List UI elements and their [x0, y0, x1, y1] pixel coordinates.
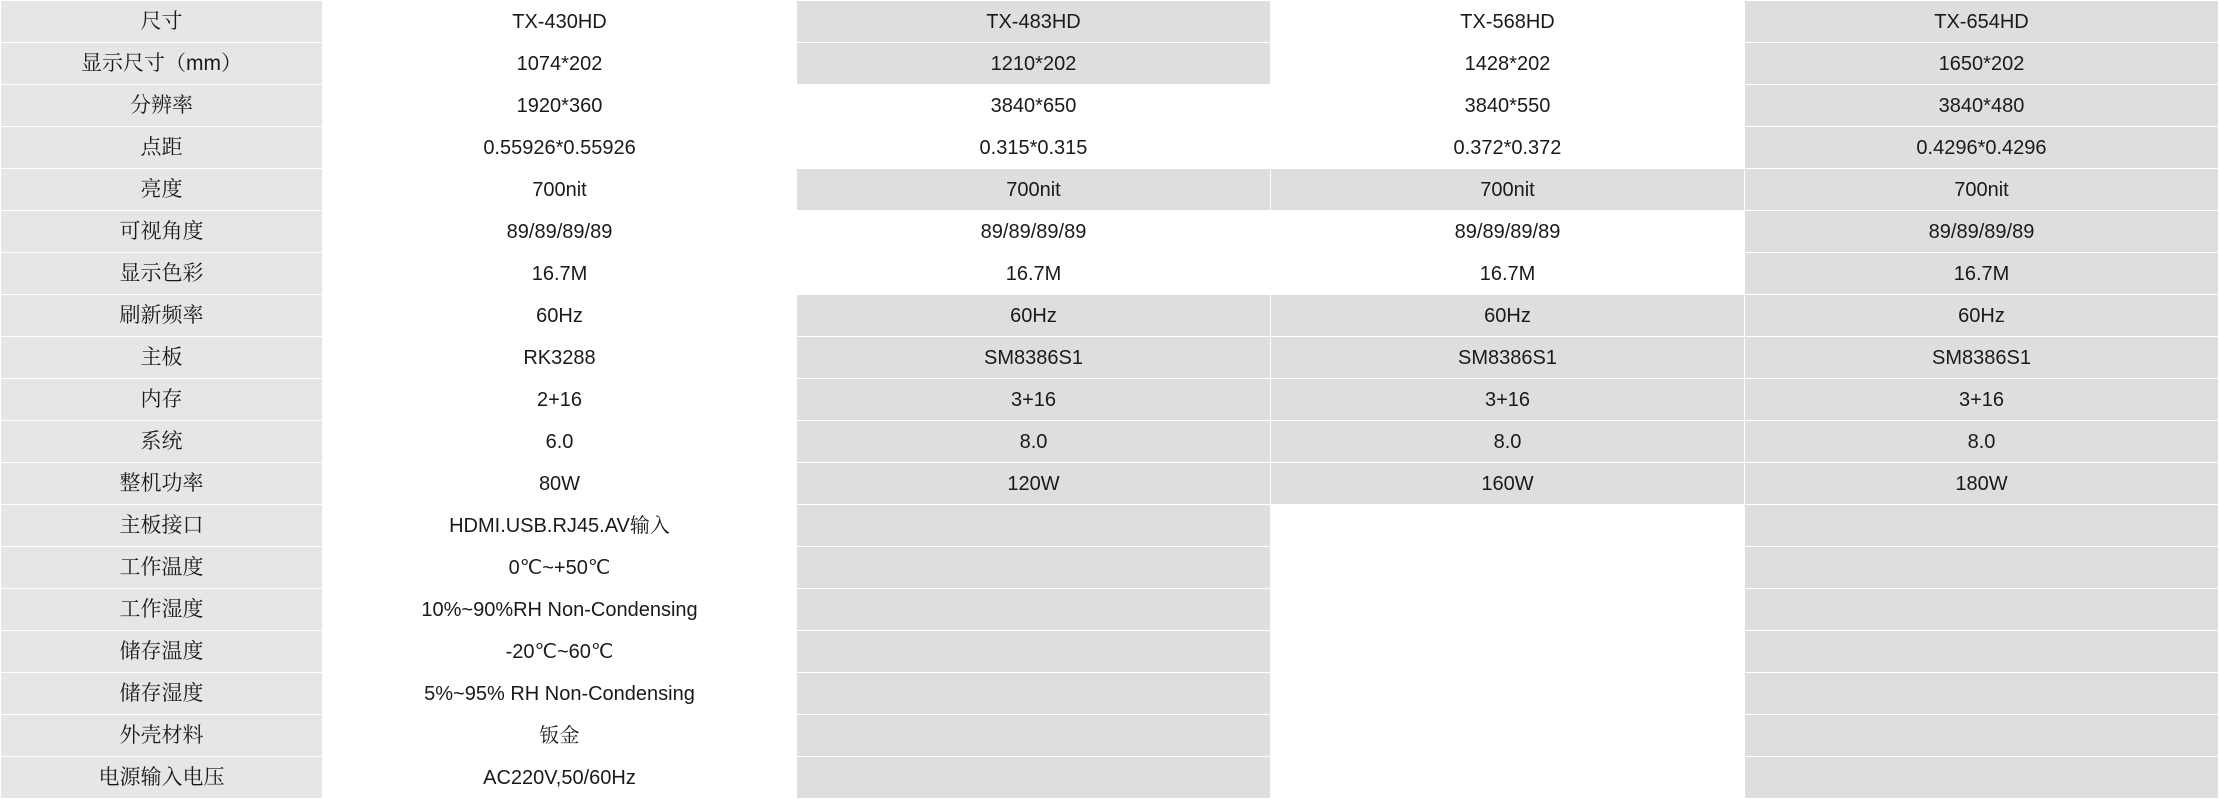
table-cell: TX-568HD: [1271, 1, 1745, 43]
table-cell: [1271, 631, 1745, 673]
table-cell: 160W: [1271, 463, 1745, 505]
row-label: 工作温度: [1, 547, 323, 589]
table-cell: [1745, 505, 2219, 547]
table-cell: 16.7M: [1271, 253, 1745, 295]
row-label: 外壳材料: [1, 715, 323, 757]
table-cell: 0.4296*0.4296: [1745, 127, 2219, 169]
table-cell: 60Hz: [1271, 295, 1745, 337]
row-label: 工作湿度: [1, 589, 323, 631]
table-row: [1, 211, 2219, 253]
table-row: [1, 1, 2219, 43]
table-cell: 3+16: [797, 379, 1271, 421]
table-cell: [1271, 715, 1745, 757]
table-row: [1, 673, 2219, 715]
table-cell: TX-430HD: [323, 1, 797, 43]
table-cell: TX-654HD: [1745, 1, 2219, 43]
table-cell: 8.0: [1271, 421, 1745, 463]
table-cell: 1210*202: [797, 43, 1271, 85]
table-cell: 16.7M: [1745, 253, 2219, 295]
table-row: [1, 253, 2219, 295]
table-cell: 3+16: [1745, 379, 2219, 421]
table-row: [1, 337, 2219, 379]
table-cell: 1428*202: [1271, 43, 1745, 85]
table-cell: TX-483HD: [797, 1, 1271, 43]
table-cell: -20℃~60℃: [323, 631, 797, 673]
table-cell: 0.372*0.372: [1271, 127, 1745, 169]
table-cell: 钣金: [323, 715, 797, 757]
table-cell: 6.0: [323, 421, 797, 463]
table-cell: 2+16: [323, 379, 797, 421]
table-row: [1, 631, 2219, 673]
table-cell: 180W: [1745, 463, 2219, 505]
table-cell: 1920*360: [323, 85, 797, 127]
table-cell: 89/89/89/89: [1271, 211, 1745, 253]
table-cell: [797, 631, 1271, 673]
table-row: [1, 127, 2219, 169]
row-label: 点距: [1, 127, 323, 169]
table-row: [1, 379, 2219, 421]
table-cell: [1271, 673, 1745, 715]
row-label: 整机功率: [1, 463, 323, 505]
table-cell: HDMI.USB.RJ45.AV输入: [323, 505, 797, 547]
table-row: [1, 85, 2219, 127]
table-row: [1, 463, 2219, 505]
table-body: [1, 1, 2219, 799]
table-cell: [1271, 505, 1745, 547]
table-row: [1, 757, 2219, 799]
table-row: [1, 421, 2219, 463]
row-label: 电源输入电压: [1, 757, 323, 799]
table-cell: [797, 757, 1271, 799]
table-row: [1, 547, 2219, 589]
table-cell: 1650*202: [1745, 43, 2219, 85]
table-cell: SM8386S1: [1745, 337, 2219, 379]
table-cell: 89/89/89/89: [323, 211, 797, 253]
table-cell: 5%~95% RH Non-Condensing: [323, 673, 797, 715]
table-cell: 0.315*0.315: [797, 127, 1271, 169]
row-label: 尺寸: [1, 1, 323, 43]
row-label: 主板接口: [1, 505, 323, 547]
table-row: [1, 715, 2219, 757]
table-cell: [1271, 757, 1745, 799]
table-cell: 10%~90%RH Non-Condensing: [323, 589, 797, 631]
row-label: 分辨率: [1, 85, 323, 127]
table-cell: [1745, 589, 2219, 631]
table-cell: 700nit: [323, 169, 797, 211]
table-cell: AC220V,50/60Hz: [323, 757, 797, 799]
table-cell: 700nit: [797, 169, 1271, 211]
row-label: 系统: [1, 421, 323, 463]
table-cell: 89/89/89/89: [1745, 211, 2219, 253]
table-cell: 16.7M: [323, 253, 797, 295]
table-cell: 3840*550: [1271, 85, 1745, 127]
table-cell: 3+16: [1271, 379, 1745, 421]
table-cell: [797, 673, 1271, 715]
table-row: [1, 505, 2219, 547]
table-cell: [1745, 631, 2219, 673]
table-cell: 8.0: [797, 421, 1271, 463]
table-cell: SM8386S1: [1271, 337, 1745, 379]
table-cell: [797, 547, 1271, 589]
table-cell: 120W: [797, 463, 1271, 505]
table-cell: [1745, 547, 2219, 589]
table-cell: 60Hz: [797, 295, 1271, 337]
table-cell: 1074*202: [323, 43, 797, 85]
table-cell: 8.0: [1745, 421, 2219, 463]
row-label: 储存温度: [1, 631, 323, 673]
table-cell: 60Hz: [323, 295, 797, 337]
table-cell: [1745, 757, 2219, 799]
table-cell: [1271, 547, 1745, 589]
table-row: [1, 589, 2219, 631]
table-cell: 700nit: [1271, 169, 1745, 211]
row-label: 亮度: [1, 169, 323, 211]
table-cell: 3840*650: [797, 85, 1271, 127]
table-cell: SM8386S1: [797, 337, 1271, 379]
table-cell: [797, 715, 1271, 757]
table-cell: [1271, 589, 1745, 631]
row-label: 内存: [1, 379, 323, 421]
row-label: 主板: [1, 337, 323, 379]
row-label: 显示尺寸（mm）: [1, 43, 323, 85]
table-cell: 3840*480: [1745, 85, 2219, 127]
table-cell: [1745, 673, 2219, 715]
row-label: 可视角度: [1, 211, 323, 253]
table-cell: 0.55926*0.55926: [323, 127, 797, 169]
table-cell: 60Hz: [1745, 295, 2219, 337]
row-label: 刷新频率: [1, 295, 323, 337]
row-label: 储存湿度: [1, 673, 323, 715]
table-row: [1, 43, 2219, 85]
table-cell: 700nit: [1745, 169, 2219, 211]
table-cell: RK3288: [323, 337, 797, 379]
table-cell: 0℃~+50℃: [323, 547, 797, 589]
table-cell: [797, 589, 1271, 631]
table-cell: 89/89/89/89: [797, 211, 1271, 253]
table-row: [1, 169, 2219, 211]
table-cell: 80W: [323, 463, 797, 505]
table-cell: 16.7M: [797, 253, 1271, 295]
row-label: 显示色彩: [1, 253, 323, 295]
table-row: [1, 295, 2219, 337]
table-cell: [797, 505, 1271, 547]
table-cell: [1745, 715, 2219, 757]
